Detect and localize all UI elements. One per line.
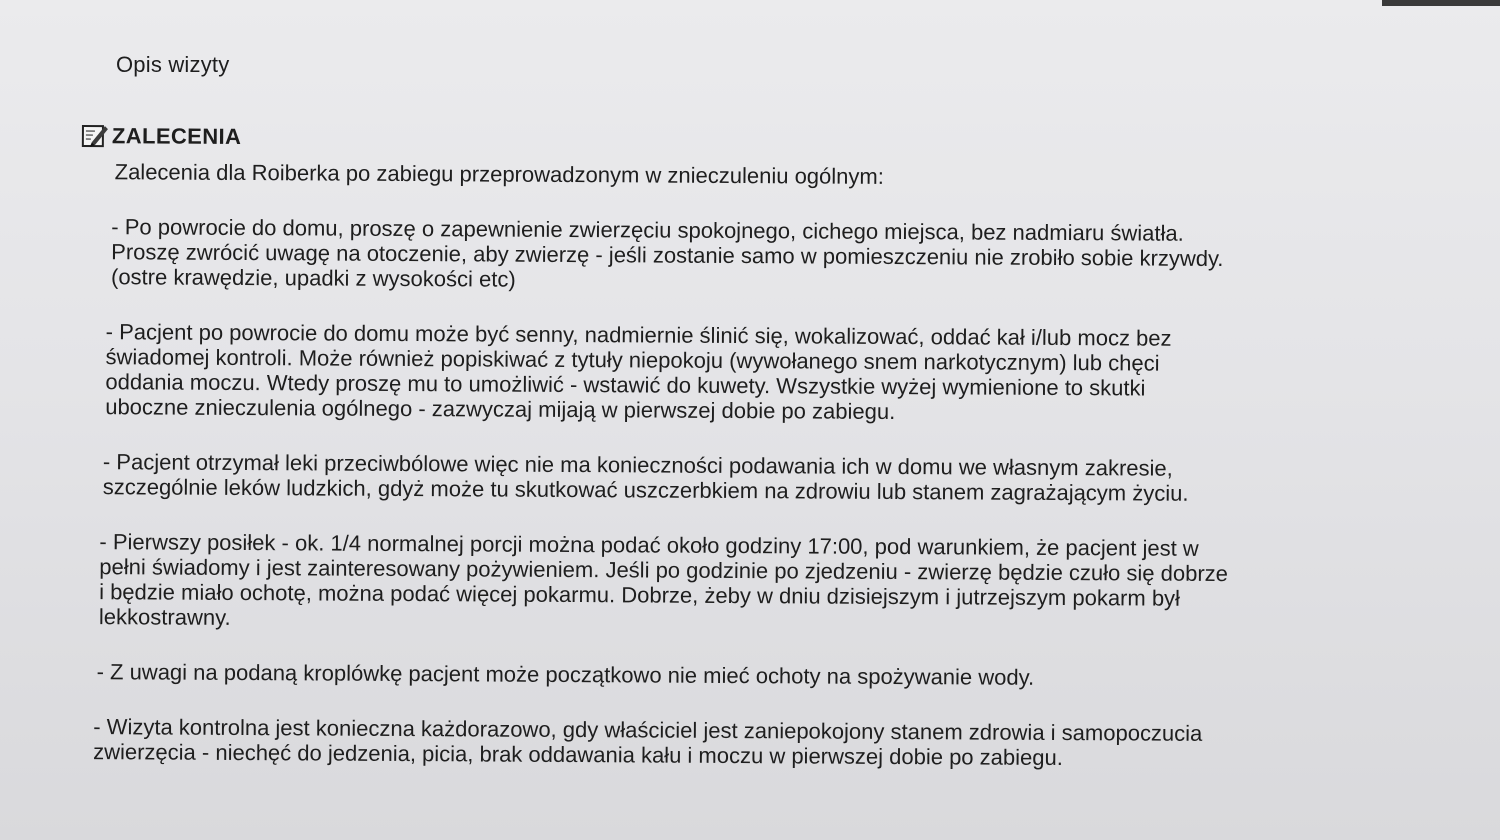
paragraph-line: - Pacjent otrzymał leki przeciwbólowe więc nie ma konieczności podawania ich w domu we własnym zakresie, [102, 449, 1173, 481]
paragraph-line: świadomej kontroli. Może również popiskiwać z tytuły niepokoju (wywołanego snem narkotycznym) lub chęci [105, 344, 1160, 376]
edit-icon [80, 120, 110, 150]
paragraph-line: lekkostrawny. [98, 604, 231, 630]
recommendation-paragraph [97, 659, 1437, 692]
paragraph-line: - Wizyta kontrolna jest konieczna każdorazowo, gdy właściciel jest zaniepokojony stanem zdrowia i samopoczucia [93, 714, 1203, 746]
paragraph-line: szczególnie leków ludzkich, gdyż może tu skutkować uszczerbkiem na zdrowiu lub stanem zagrażającym życiu. [102, 474, 1189, 506]
recommendation-paragraph [111, 214, 1439, 297]
paragraph-line: pełni świadomy i jest zainteresowany pożywieniem. Jeśli po godzinie po zjedzeniu - zwierzę będzie czuło się dobrze [99, 554, 1229, 587]
recommendations-section [76, 120, 1440, 772]
recommendation-paragraph [93, 714, 1436, 772]
paragraph-line: - Pierwszy posiłek - ok. 1/4 normalnej porcji można podać około godziny 17:00, pod warunkiem, że pacjent jest w [99, 529, 1199, 561]
recommendation-paragraph [99, 529, 1438, 637]
paragraph-line: i będzie miało ochotę, można podać więcej pokarmu. Dobrze, żeby w dniu dzisiejszym i jutrzejszym pokarm był [99, 579, 1181, 611]
page-corner-edge [1382, 0, 1500, 6]
paragraph-line: Proszę zwrócić uwagę na otoczenie, aby zwierzę - jeśli zostanie samo w pomieszczeniu nie zrobiło sobie krzywdy. [111, 239, 1224, 271]
paragraph-line: oddania moczu. Wtedy proszę mu to umożliwić - wstawić do kuwety. Wszystkie wyżej wymienione to skutki [105, 369, 1146, 401]
paragraph-line: zwierzęcia - niechęć do jedzenia, picia, brak oddawania kału i moczu w pierwszej dobie po zabiegu. [93, 739, 1063, 771]
recommendation-paragraph [103, 449, 1438, 507]
paragraph-line: - Po powrocie do domu, proszę o zapewnienie zwierzęciu spokojnego, cichego miejsca, bez nadmiaru światła. [111, 214, 1184, 246]
recommendation-paragraph [105, 319, 1439, 427]
paragraph-line: - Pacjent po powrocie do domu może być senny, nadmiernie ślinić się, wokalizować, oddać kał i/lub mocz bez [105, 319, 1172, 351]
paragraph-line: - Z uwagi na podaną kroplówkę pacjent może początkowo nie mieć ochoty na spożywanie wody. [96, 659, 1035, 690]
section-title: ZALECENIA [111, 123, 242, 149]
page-heading: Opis wizyty [116, 52, 230, 77]
section-intro: Zalecenia dla Roiberka po zabiegu przeprowadzonym w znieczuleniu ogólnym: [114, 159, 884, 189]
section-header [80, 120, 1440, 158]
paragraph-line: (ostre krawędzie, upadki z wysokości etc) [110, 264, 516, 292]
paragraph-line: uboczne znieczulenia ogólnego - zazwyczaj mijają w pierwszej dobie po zabiegu. [105, 394, 896, 424]
